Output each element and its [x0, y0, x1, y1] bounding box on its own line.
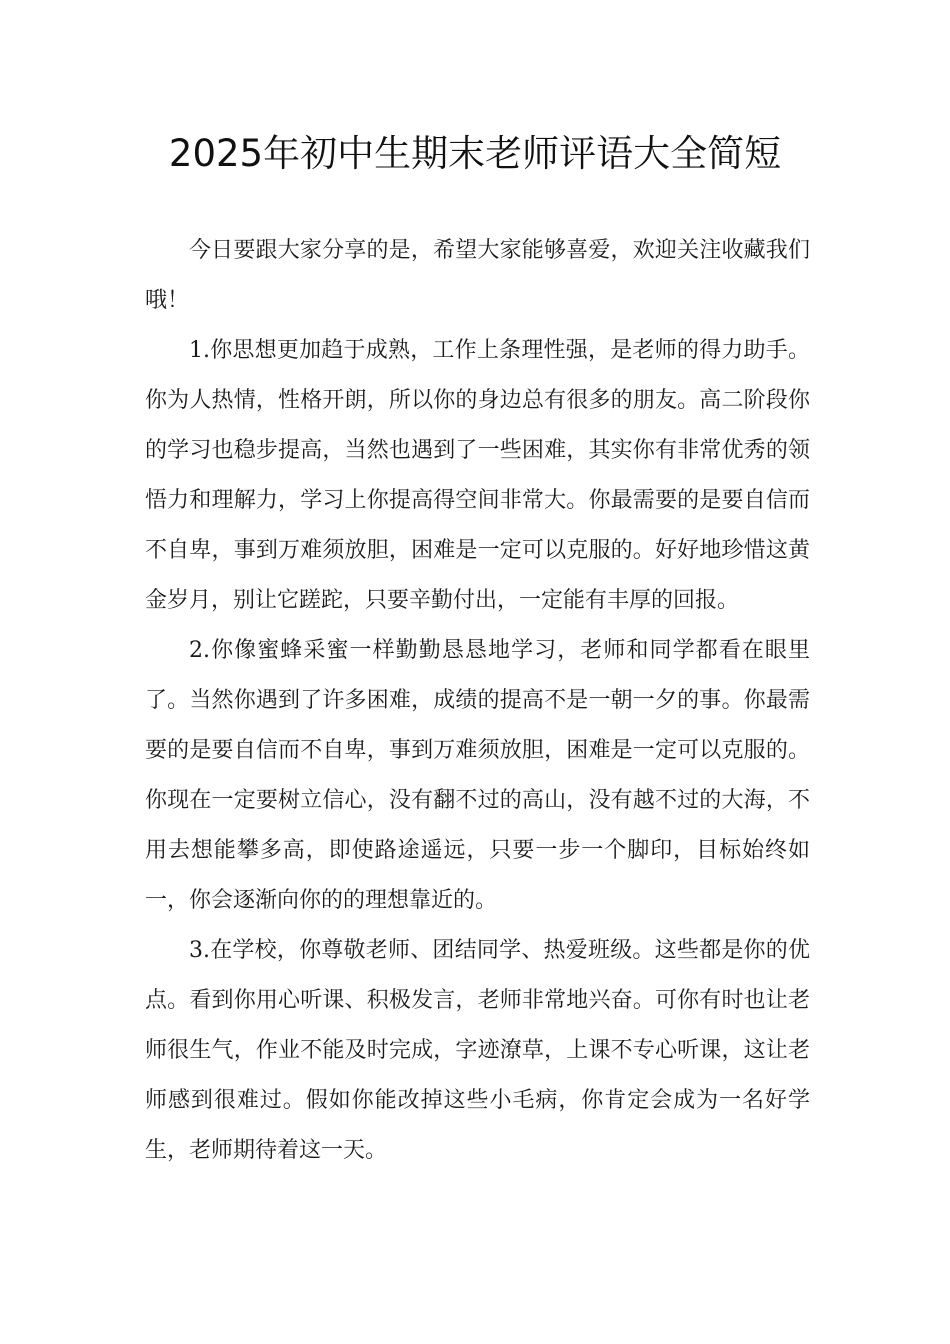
document-title: 2025年初中生期末老师评语大全简短: [168, 132, 782, 175]
comment-paragraph-3: 3.在学校，你尊敬老师、团结同学、热爱班级。这些都是你的优点。看到你用心听课、积极发言，老师非常地兴奋。可你有时也让老师很生气，作业不能及时完成，字迹潦草，上课不专心听课，这让老师感到很难过。假如你能改掉这些小毛病，你肯定会成为一名好学生，老师期待着这一天。: [145, 938, 810, 1163]
comment-paragraph-1: 1.你思想更加趋于成熟，工作上条理性强，是老师的得力助手。你为人热情，性格开朗，所以你的身边总有很多的朋友。高二阶段你的学习也稳步提高，当然也遇到了一些困难，其实你有非常优秀的领悟力和理解力，学习上你提高得空间非常大。你最需要的是要自信而不自卑，事到万难须放胆，困难是一定可以克服的。好好地珍惜这黄金岁月，别让它蹉跎，只要辛勤付出，一定能有丰厚的回报。: [145, 338, 810, 613]
comment-paragraph-2: 2.你像蜜蜂采蜜一样勤勤恳恳地学习，老师和同学都看在眼里了。当然你遇到了许多困难，成绩的提高不是一朝一夕的事。你最需要的是要自信而不自卑，事到万难须放胆，困难是一定可以克服的。你现在一定要树立信心，没有翻不过的高山，没有越不过的大海，不用去想能攀多高，即使路途遥远，只要一步一个脚印，目标始终如一，你会逐渐向你的的理想靠近的。: [145, 638, 810, 913]
intro-paragraph: 今日要跟大家分享的是，希望大家能够喜爱，欢迎关注收藏我们哦！: [145, 238, 810, 313]
document-body: [145, 226, 810, 1176]
